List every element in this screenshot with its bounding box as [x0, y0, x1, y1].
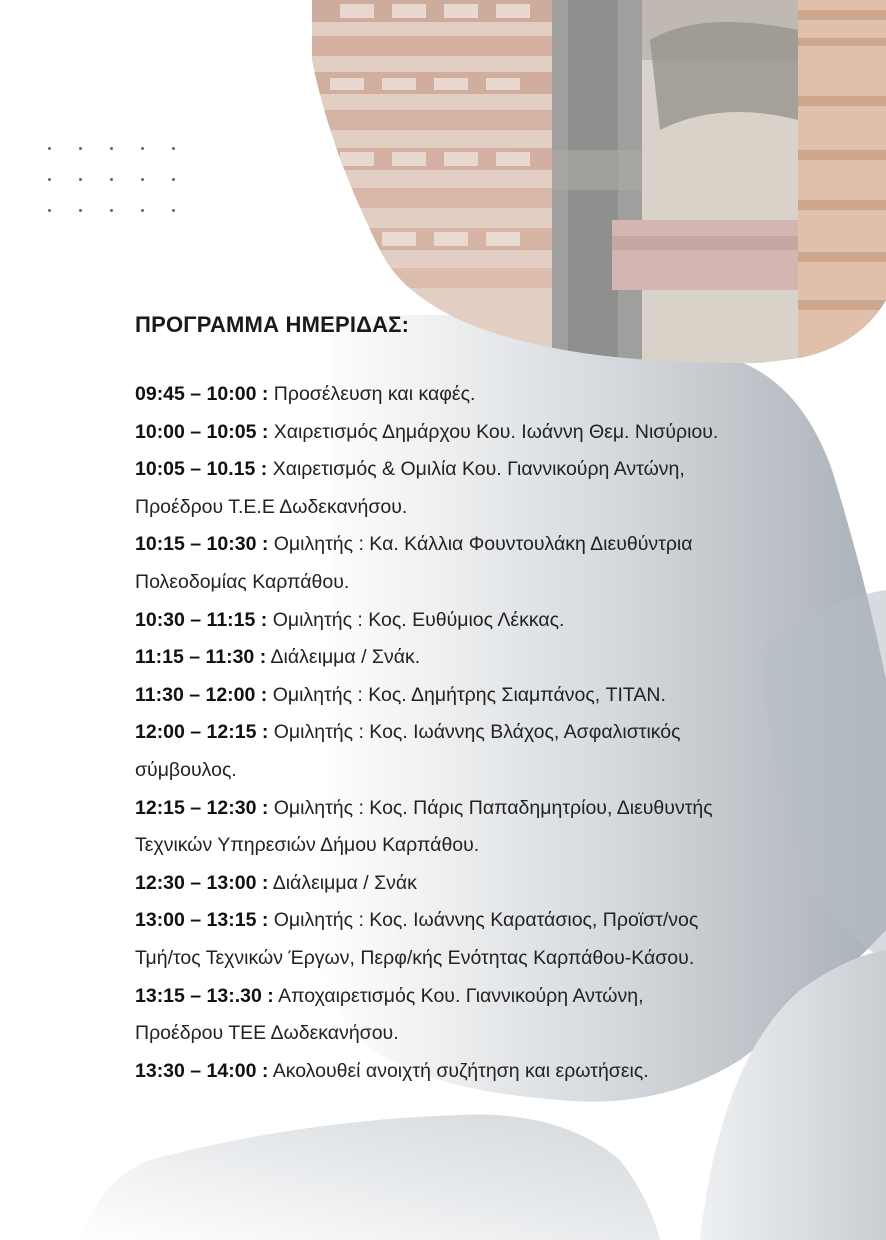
schedule-line: [135, 714, 835, 752]
schedule-entry: [135, 978, 835, 1053]
page-title: ΠΡΟΓΡΑΜΜΑ ΗΜΕΡΙΔΑΣ:: [135, 312, 410, 337]
schedule-description: Διάλειμμα / Σνάκ.: [270, 646, 421, 669]
schedule-line: [135, 602, 835, 640]
schedule-time: 10:00 – 10:05 :: [135, 420, 269, 443]
schedule-description: Προσέλευση και καφές.: [273, 383, 476, 405]
schedule-time: 11:15 – 11:30 :: [135, 646, 267, 669]
schedule-description: Ομιλητής : Κος. Δημήτρης Σιαμπάνος, TITAN.: [272, 683, 666, 706]
schedule-description: Ομιλητής : Κος. Ιωάννης Βλάχος, Ασφαλιστικός: [273, 721, 681, 744]
schedule-list: [135, 376, 835, 1090]
schedule-line: [135, 790, 835, 828]
schedule-line: [135, 526, 835, 564]
schedule-entry: [135, 790, 835, 865]
schedule-description: Πολεοδομίας Καρπάθου.: [135, 570, 350, 593]
schedule-entry: [135, 677, 835, 715]
schedule-time: 13:00 – 13:15 :: [135, 909, 269, 932]
schedule-entry: [135, 714, 835, 789]
schedule-description: Τεχνικών Υπηρεσιών Δήμου Καρπάθου.: [135, 834, 480, 857]
dot-grid-decoration: [44, 142, 184, 222]
schedule-time: 13:15 – 13:.30 :: [135, 984, 274, 1007]
schedule-line: [135, 940, 835, 978]
schedule-time: 13:30 – 14:00 :: [135, 1059, 269, 1082]
schedule-line: [135, 451, 835, 489]
schedule-line: [135, 1053, 835, 1091]
schedule-line: [135, 564, 835, 602]
schedule-description: Τμή/τος Τεχνικών Έργων, Περφ/κής Ενότητας Καρπάθου-Κάσου.: [135, 946, 695, 969]
schedule-entry: [135, 526, 835, 601]
schedule-line: [135, 978, 835, 1016]
schedule-entry: [135, 451, 835, 526]
schedule-time: 12:00 – 12:15 :: [135, 721, 269, 744]
schedule-description: Χαιρετισμός Δημάρχου Κου. Ιωάννη Θεμ. Νισύριου.: [273, 420, 719, 443]
schedule-line: [135, 376, 835, 414]
schedule-entry: [135, 902, 835, 977]
schedule-line: [135, 1015, 835, 1053]
schedule-time: 10:15 – 10:30 :: [135, 533, 269, 556]
schedule-line: [135, 752, 835, 790]
schedule-time: 12:15 – 12:30 :: [135, 796, 269, 819]
schedule-line: [135, 489, 835, 527]
schedule-time: 10:05 – 10.15 :: [135, 458, 268, 481]
schedule-line: [135, 677, 835, 715]
schedule-description: σύμβουλος.: [135, 758, 237, 781]
schedule-line: [135, 827, 835, 865]
schedule-entry: [135, 376, 835, 414]
schedule-line: [135, 865, 835, 903]
schedule-description: Προέδρου ΤΕΕ Δωδεκανήσου.: [135, 1022, 399, 1045]
schedule-line: [135, 639, 835, 677]
schedule-time: 09:45 – 10:00 :: [135, 383, 269, 405]
schedule-description: Ομιλητής : Κος. Ιωάννης Καρατάσιος, Προϊστ/νος: [273, 909, 699, 932]
schedule-time: 12:30 – 13:00 :: [135, 871, 269, 894]
schedule-line: [135, 414, 835, 452]
schedule-time: 11:30 – 12:00 :: [135, 683, 268, 706]
schedule-line: [135, 902, 835, 940]
schedule-description: Αποχαιρετισμός Κου. Γιαννικούρη Αντώνη,: [278, 984, 644, 1007]
schedule-description: Διάλειμμα / Σνάκ: [272, 871, 417, 894]
bottom-left-shape: [80, 1115, 660, 1240]
schedule-description: Προέδρου Τ.Ε.Ε Δωδεκανήσου.: [135, 495, 408, 518]
schedule-description: Ομιλητής : Κος. Ευθύμιος Λέκκας.: [272, 608, 565, 631]
schedule-description: Χαιρετισμός & Ομιλία Κου. Γιαννικούρη Αντώνη,: [272, 458, 685, 481]
schedule-time: 10:30 – 11:15 :: [135, 608, 268, 631]
schedule-entry: [135, 414, 835, 452]
schedule-description: Ομιλητής : Κα. Κάλλια Φουντουλάκη Διευθύντρια: [273, 533, 693, 556]
schedule-entry: [135, 1053, 835, 1091]
schedule-description: Ομιλητής : Κος. Πάρις Παπαδημητρίου, Διευθυντής: [273, 796, 713, 819]
schedule-entry: [135, 602, 835, 640]
schedule-entry: [135, 639, 835, 677]
schedule-description: Ακολουθεί ανοιχτή συζήτηση και ερωτήσεις.: [272, 1059, 649, 1082]
schedule-entry: [135, 865, 835, 903]
